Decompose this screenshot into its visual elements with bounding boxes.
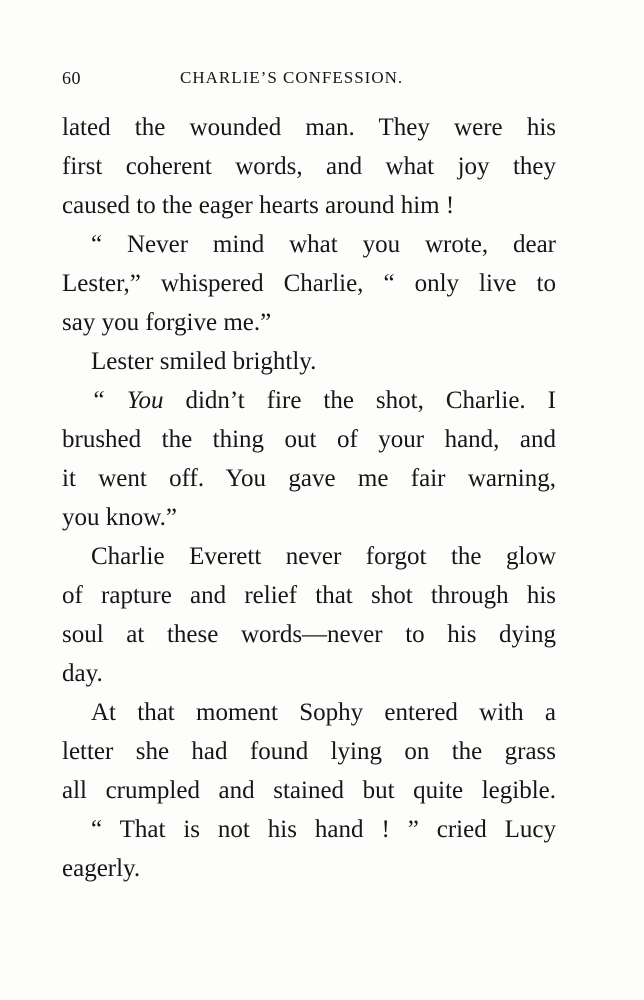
running-title: CHARLIE’S CONFESSION. [180, 68, 404, 87]
text-line: Lester,” whispered Charlie, “ only live to [62, 270, 556, 297]
text-line: At that moment Sophy entered with a [91, 699, 556, 726]
text-line: lated the wounded man. They were his [62, 114, 556, 141]
text-line: brushed the thing out of your hand, and [62, 426, 556, 453]
text-line: say you forgive me.” [62, 309, 272, 336]
text-line-with-italic [62, 381, 556, 420]
text-line: “ That is not his hand ! ” cried Lucy [91, 816, 556, 843]
running-head [62, 68, 556, 92]
text-line: Lester smiled brightly. [91, 348, 317, 375]
text-line: all crumpled and stained but quite legible. [62, 777, 556, 804]
text-line: “ Never mind what you wrote, dear [91, 231, 556, 258]
text-line: soul at these words—never to his dying [62, 621, 556, 648]
text-line: eagerly. [62, 855, 141, 882]
text-line: caused to the eager hearts around him ! [62, 192, 455, 219]
italic-word: “ You [91, 387, 164, 414]
text-line: Charlie Everett never forgot the glow [91, 543, 556, 570]
text-line: letter she had found lying on the grass [62, 738, 556, 765]
text-line: first coherent words, and what joy they [62, 153, 556, 180]
page-number: 60 [62, 68, 81, 88]
text-line: of rapture and relief that shot through his [62, 582, 556, 609]
body-text [62, 108, 556, 888]
text-line: you know.” [62, 504, 178, 531]
text-line-rest: didn’t fire the shot, Charlie. I [185, 387, 556, 414]
text-line: day. [62, 660, 103, 687]
text-line: it went off. You gave me fair warning, [62, 465, 556, 492]
